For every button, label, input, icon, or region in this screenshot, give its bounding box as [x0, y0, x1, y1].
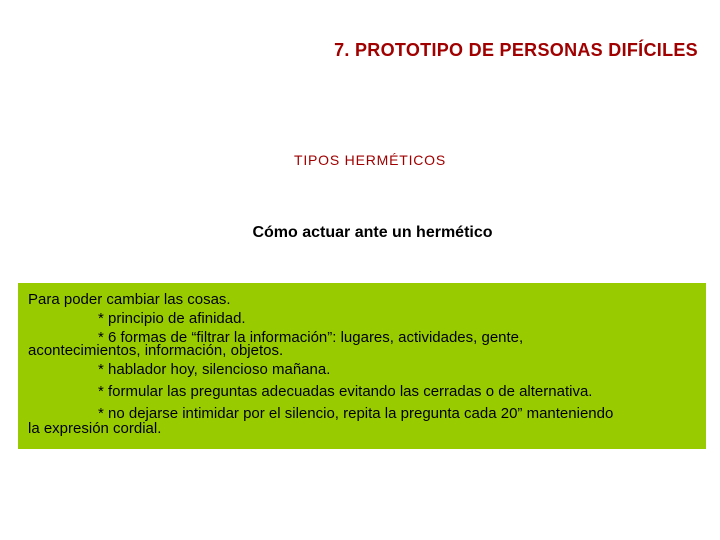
list-item-continuation: acontecimientos, información, objetos.	[28, 342, 284, 359]
content-box	[18, 283, 706, 449]
list-item-continuation: la expresión cordial.	[28, 420, 162, 437]
list-item: * formular las preguntas adecuadas evitando las cerradas o de alternativa.	[98, 383, 593, 400]
slide-title: 7. PROTOTIPO DE PERSONAS DIFÍCILES	[334, 40, 698, 60]
slide-subtitle: TIPOS HERMÉTICOS	[293, 152, 447, 168]
list-item: * no dejarse intimidar por el silencio, repita la pregunta cada 20” manteniendo	[98, 405, 614, 422]
intro-line: Para poder cambiar las cosas.	[28, 291, 231, 308]
list-item: * 6 formas de “filtrar la información”: lugares, actividades, gente,	[98, 329, 524, 346]
list-item: * principio de afinidad.	[98, 310, 246, 327]
list-item: * hablador hoy, silencioso mañana.	[98, 361, 331, 378]
section-heading: Cómo actuar ante un hermético	[252, 224, 493, 241]
